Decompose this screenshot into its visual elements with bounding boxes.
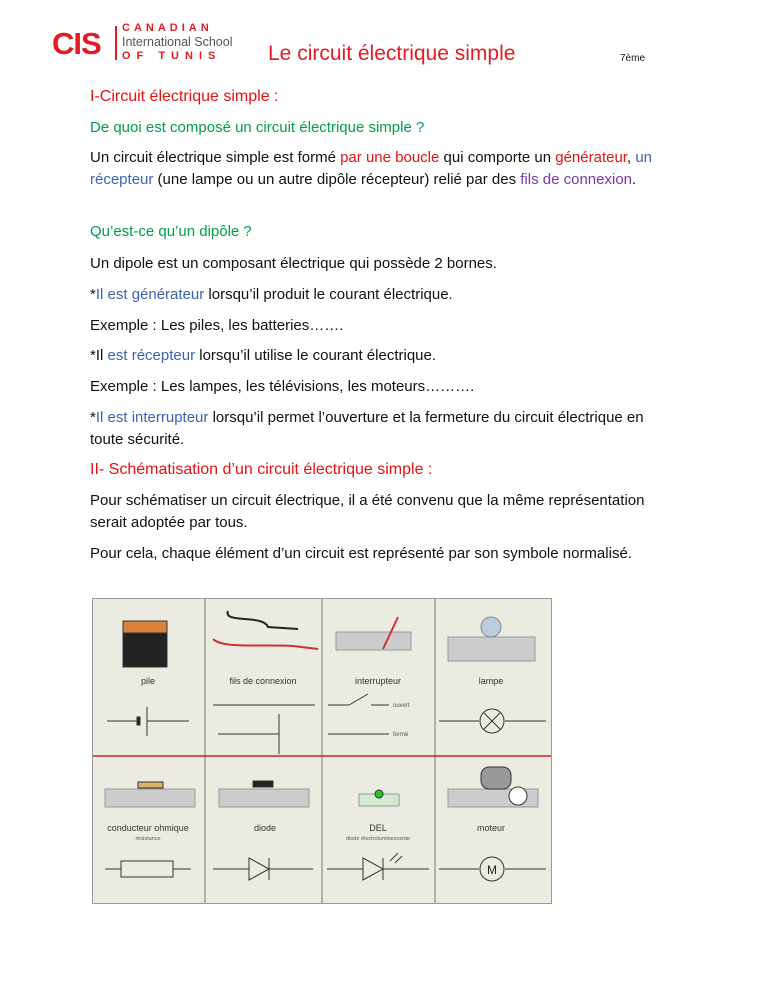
symbols-figure xyxy=(92,598,552,904)
label-lampe: lampe xyxy=(478,676,504,686)
section2-paragraph-1: Pour schématiser un circuit électrique, il a été convenu que la même représentation serait adoptée par tous. xyxy=(90,492,645,531)
battery-illustration xyxy=(123,621,167,667)
question-2: Qu’est-ce qu’un dipôle ? xyxy=(90,223,252,240)
text: *Il xyxy=(90,347,108,364)
text: . xyxy=(632,171,637,188)
text: qui comporte un xyxy=(439,149,556,166)
section2-heading: II- Schématisation d’un circuit électrique simple : xyxy=(90,461,433,478)
text: * xyxy=(90,286,96,303)
diode-illustration xyxy=(219,781,309,807)
label-diode: diode xyxy=(253,823,277,833)
label-fils: fils de connexion xyxy=(229,676,297,686)
diode-symbol xyxy=(213,858,313,880)
text: lorsqu’il utilise le courant électrique. xyxy=(195,347,437,364)
highlight-fils: fils de connexion xyxy=(520,171,633,188)
section1-heading: I-Circuit électrique simple : xyxy=(90,88,279,105)
logo-line1: CANADIAN xyxy=(122,22,213,34)
label-conducteur: conducteur ohmique xyxy=(107,823,189,833)
label-del: DEL xyxy=(369,823,387,833)
label-resistance: résistance xyxy=(135,836,161,842)
text: Un circuit électrique simple est formé xyxy=(90,149,341,166)
highlight-generateur: générateur xyxy=(555,149,627,166)
logo-mark: CIS xyxy=(52,26,101,61)
motor-illustration xyxy=(448,767,538,807)
school-logo xyxy=(50,22,265,64)
generator-line xyxy=(90,284,690,306)
label-pile: pile xyxy=(140,676,156,686)
highlight: Il est interrupteur xyxy=(95,409,209,426)
switch-line xyxy=(90,407,650,451)
wire-symbols xyxy=(213,705,315,754)
answer-1 xyxy=(90,147,690,191)
logo-line2: International School xyxy=(122,35,233,49)
highlight-recepteur: un récepteur xyxy=(90,149,653,188)
example-1: Exemple : Les piles, les batteries……. xyxy=(90,317,344,334)
logo-line3: OF TUNIS xyxy=(122,50,222,62)
label-interrupteur: interrupteur xyxy=(354,676,402,686)
question-1: De quoi est composé un circuit électrique simple ? xyxy=(90,119,425,136)
example-2: Exemple : Les lampes, les télévisions, les moteurs………. xyxy=(90,378,475,395)
label-moteur: moteur xyxy=(476,823,506,833)
page-title: Le circuit électrique simple xyxy=(268,42,516,65)
highlight-boucle: par une boucle xyxy=(340,149,440,166)
highlight: Il est générateur xyxy=(95,286,205,303)
label-del-sub: diode électroluminescente xyxy=(346,836,410,842)
led-symbol xyxy=(327,853,429,880)
led-illustration xyxy=(359,790,399,806)
receiver-line xyxy=(90,345,690,367)
wires-illustration xyxy=(213,611,318,649)
battery-symbol xyxy=(107,707,189,736)
lamp-illustration xyxy=(448,617,535,661)
resistor-illustration xyxy=(105,782,195,807)
section2-paragraph-2: Pour cela, chaque élément d’un circuit est représenté par son symbole normalisé. xyxy=(90,545,632,562)
label-ferme: fermé xyxy=(393,732,409,738)
text: (une lampe ou un autre dipôle récepteur) relié par des xyxy=(153,171,521,188)
text: lorsqu’il permet l’ouverture et la fermeture du circuit électrique en toute sécurité. xyxy=(90,409,644,448)
resistor-symbol xyxy=(105,861,191,877)
motor-letter: M xyxy=(487,863,497,877)
logo-divider xyxy=(115,26,117,60)
switch-symbols xyxy=(328,694,389,734)
lamp-symbol xyxy=(439,709,546,733)
dipole-definition: Un dipole est un composant électrique qui possède 2 bornes. xyxy=(90,255,497,272)
highlight: est récepteur xyxy=(107,347,196,364)
text: * xyxy=(90,409,96,426)
text: lorsqu’il produit le courant électrique. xyxy=(204,286,453,303)
label-ouvert: ouvert xyxy=(393,703,410,709)
switch-illustration xyxy=(336,617,411,650)
text: , xyxy=(626,149,636,166)
grade-label: 7ème xyxy=(620,53,646,64)
